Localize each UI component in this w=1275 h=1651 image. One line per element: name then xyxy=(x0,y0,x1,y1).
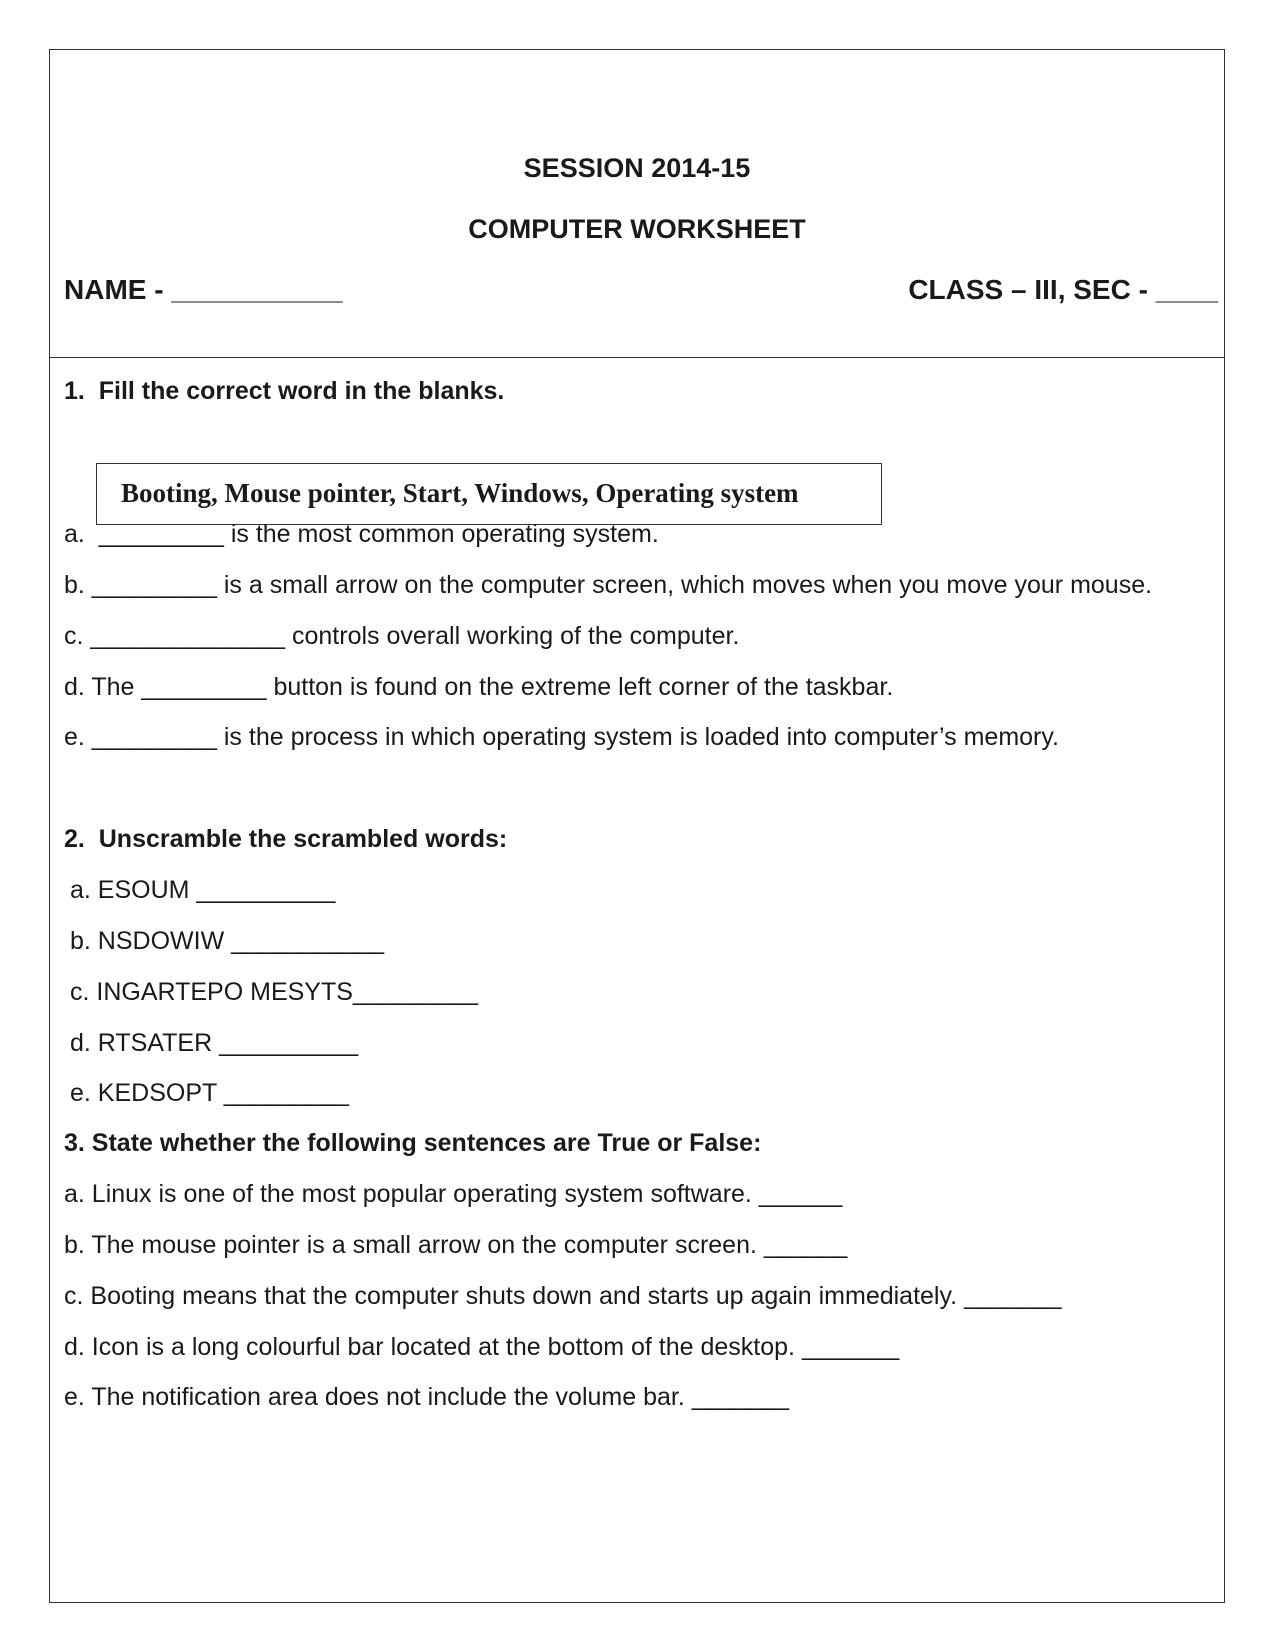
worksheet-header xyxy=(50,50,1224,358)
q2-item-b: b. NSDOWIW ___________ xyxy=(70,927,385,955)
q3-item-e: e. The notification area does not include the volume bar. _______ xyxy=(64,1383,790,1411)
q1-heading: 1. Fill the correct word in the blanks. xyxy=(64,377,505,405)
name-field: NAME - ___________ xyxy=(64,274,343,305)
q1-item-e: e. _________ is the process in which operating system is loaded into computer’s memory. xyxy=(64,723,1059,751)
session-title: SESSION 2014-15 xyxy=(523,153,751,183)
word-bank-box: Booting, Mouse pointer, Start, Windows, Operating system xyxy=(96,463,882,525)
q2-item-a: a. ESOUM __________ xyxy=(70,876,336,904)
q3-item-b: b. The mouse pointer is a small arrow on the computer screen. ______ xyxy=(64,1231,848,1259)
q1-item-c: c. ______________ controls overall working of the computer. xyxy=(64,622,740,650)
q2-item-d: d. RTSATER __________ xyxy=(70,1029,359,1057)
class-section-field: CLASS – III, SEC - ____ xyxy=(908,274,1218,305)
worksheet-page xyxy=(49,49,1225,1603)
q3-item-a: a. Linux is one of the most popular operating system software. ______ xyxy=(64,1180,843,1208)
q2-item-e: e. KEDSOPT _________ xyxy=(70,1079,349,1107)
q2-heading: 2. Unscramble the scrambled words: xyxy=(64,825,508,853)
q1-item-b: b. _________ is a small arrow on the computer screen, which moves when you move your mouse. xyxy=(64,571,1153,599)
q3-item-c: c. Booting means that the computer shuts down and starts up again immediately. _______ xyxy=(64,1282,1062,1310)
worksheet-title: COMPUTER WORKSHEET xyxy=(468,214,806,244)
q3-heading: 3. State whether the following sentences are True or False: xyxy=(64,1129,762,1157)
q1-item-d: d. The _________ button is found on the extreme left corner of the taskbar. xyxy=(64,673,894,701)
q3-item-d: d. Icon is a long colourful bar located at the bottom of the desktop. _______ xyxy=(64,1333,900,1361)
q2-item-c: c. INGARTEPO MESYTS_________ xyxy=(70,978,479,1006)
q1-item-a: a. _________ is the most common operating system. xyxy=(64,520,659,548)
